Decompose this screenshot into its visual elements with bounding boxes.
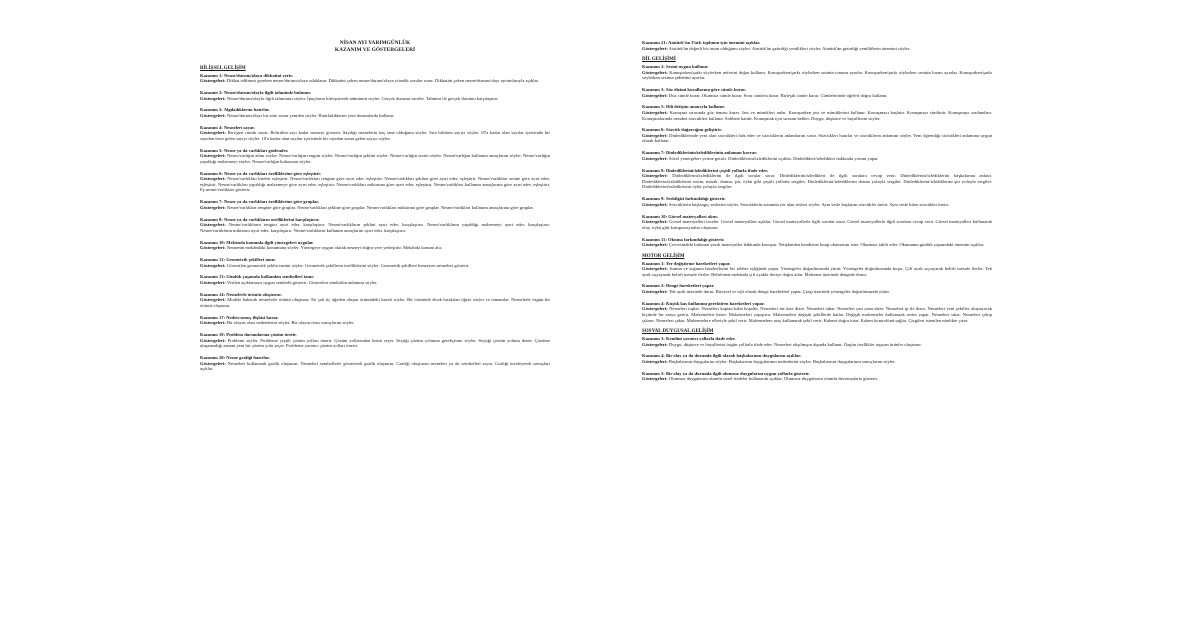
gostergeler-label: Göstergeleri:: [200, 130, 226, 136]
gostergeler-label: Göstergeleri:: [200, 204, 226, 210]
kazanim-indicators: [642, 219, 992, 230]
kazanim-title: Kazanım 17: Neden-sonuç ilişkisi kurar.: [200, 314, 279, 320]
kazanim-indicators: [200, 153, 550, 164]
indicator-text: Tek ayak üzerinde durur. Bireysel ve eşli olarak denge hareketleri yapar. Çizgi üzerinde yönergeler doğrultusunda yürür.: [668, 289, 890, 295]
kazanim-item: [200, 125, 550, 142]
indicator-text: Modele bakarak nesnelerle örüntü oluşturur. En çok üç öğeden oluşan örüntüdeki kuralı söyler. Bir örüntüde eksik bırakılan öğeyi söyler ve tamamlar. Nesnelerle özgün bir örüntü oluşturur.: [200, 297, 550, 308]
gostergeler-label: Göstergeleri:: [200, 320, 226, 326]
kazanim-item: [642, 40, 992, 51]
gostergeler-label: Göstergeleri:: [642, 92, 668, 98]
indicator-text: Dinlediklerinde yeni olan sözcükleri fark eder ve sözcüklerin anlamlarını sorar. Sözcükleri hatırlar ve sözcüklerin anlamını söyler. Yeni öğrendiği sözcükleri anlamına uygun olarak kullanır.: [642, 132, 992, 144]
indicator-text: Görsel materyalleri inceler. Görsel materyalleri açıklar. Görsel materyallerle ilgili sorular sorar. Görsel materyallerle ilgili sorulara cevap verir. Görsel materyalleri kullanarak olay, öykü gibi kompozisyonlar oluşturur.: [642, 219, 992, 230]
kazanim-item: [642, 127, 992, 144]
kazanim-item: [200, 199, 550, 210]
kazanim-item: [200, 292, 550, 309]
kazanim-indicators: [200, 113, 550, 119]
gostergeler-label: Göstergeleri:: [200, 360, 226, 366]
gostergeler-label: Göstergeleri:: [642, 109, 668, 115]
kazanim-item: [642, 353, 992, 364]
indicator-text: Dinlediklerini/izlediklerini ile ilgili sorular sorar. Dinlediklerini/izledikleri ile ilgili sorulara cevap verir. Dinlediklerini/izlediklerini başkalarına anlatır. Dinlediklerini/izlediklerini resim, müzik, drama, şiir, öykü gibi çeşitli yollarla sergiler. Dinlediklerini/izlediklerini drama yoluyla sergiler. Dinlediklerini/izlediklerini şiir yoluyla sergiler. Dinlediklerini/izlediklerini öykü yoluyla sergiler.: [642, 173, 992, 190]
gostergeler-label: Göstergeleri:: [200, 112, 226, 118]
kazanim-item: [642, 64, 992, 81]
kazanim-title: Kazanım 4: Nesneleri sayar.: [200, 124, 255, 130]
kazanim-title: Kazanım 11: Okuma farkındalığı gösterir.: [642, 236, 725, 242]
kazanim-item: [642, 336, 992, 347]
indicator-text: Başkalarının duygularını söyler. Başkalarının duygularının nedenlerini söyler. Başkalarının duygularının sonuçlarını söyler.: [668, 358, 896, 364]
indicator-text: Konuşma sırasında göz teması kurar. Jest ve mimikleri anlar. Konuşurken jest ve mimiklerini kullanır. Konuşmayı başlatır. Konuşmayı sürdürür. Konuşmayı sonlandırır. Konuşmalarında nezaket sözcükleri kullanır. Sohbete katılır. Konuşmak için sırasını bekler. Duygu, düşünce ve hayallerini söyler.: [642, 109, 992, 121]
kazanim-item: [642, 301, 992, 323]
gostergeler-label: Göstergeleri:: [642, 376, 668, 382]
kazanim-indicators: [642, 359, 992, 365]
indicator-text: Düz cümle kurar. Olumsuz cümle kurar. Soru cümlesi kurar. Birleşik cümle kurar. Cümlelerinde öğeleri doğru kullanır.: [668, 92, 888, 98]
kazanim-title: Kazanım 1: Nesne/durum/olaya dikkatini verir.: [200, 72, 293, 78]
kazanim-indicators: [642, 173, 992, 190]
gostergeler-label: Göstergeleri:: [200, 297, 226, 303]
section-heading: SOSYAL DUYGUSAL GELİŞİM: [642, 329, 714, 335]
gostergeler-label: Göstergeleri:: [200, 262, 226, 268]
gostergeler-label: Göstergeleri:: [642, 45, 668, 51]
title-line-2: KAZANIM VE GÖSTERGELERİ: [334, 47, 416, 53]
kazanim-title: Kazanım 6: Nesne ya da varlıkları özelliklerine göre eşleştirir.: [200, 170, 322, 176]
indicator-text: Isınma ve soğuma hareketlerini bir rehber eşliğinde yapar. Yönergeler doğrultusunda yürür. Yönergeler doğrultusunda koşar. Çift ayak sıçrayarak belirli mesafe ilerler. Tek ayak sıçrayarak belirli mesafe ilerler. Belirlenen mekânda çift ayakla ileriye doğru atlar. Malzeme üzerinde dengede durur.: [642, 266, 992, 277]
kazanim-item: [200, 315, 550, 326]
kazanim-title: Kazanım 8: Dinlediklerini/izlediklerini çeşitli yollarla ifade eder.: [642, 167, 769, 173]
title-line-1: NİSAN AYI YARIMGÜNLÜK: [339, 40, 411, 46]
gostergeler-label: Göstergeleri:: [642, 219, 668, 225]
kazanim-title: Kazanım 9: Sesbilgisi farkındalığı gösterir.: [642, 196, 726, 202]
indicator-text: Olumsuz duygularını olumlu sözel ifadeler kullanarak açıklar. Olumsuz duygularını olumlu davranışlarla gösterir.: [668, 376, 879, 382]
kazanim-item: [642, 104, 992, 121]
indicator-text: Nesneleri toplar. Nesneleri kaptan kaba boşaltır. Nesneleri üst üste dizer. Nesneleri takar. Nesneleri yan yana dizer. Nesneleri ip ile dizer. Nesneleri yeni şekiller oluşturacak biçimde bir araya getirir. Malzemeleri keser. Malzemeleri yapıştırır. Malzemeleri değişik şekillerde katlar. Değişik malzemeler kullanarak resim yapar. Nesneleri sıkar. Nesneleri çekip çıkarır. Nesneleri çakar. Malzemelere elleriyle şekil verir. Malzemelere araç kullanarak şekil verir. Kalemi doğru tutar. Kalem kontrolünü sağlar. Çizgileri istenilen nitelikte çizer.: [642, 306, 992, 323]
kazanim-indicators: [642, 46, 992, 52]
gostergeler-label: Göstergeleri:: [200, 78, 226, 84]
kazanim-item: [642, 283, 992, 294]
kazanim-title: Kazanım 5: Dili iletişim amacıyla kullanır.: [642, 104, 726, 110]
kazanim-indicators: [642, 266, 992, 277]
kazanim-title: Kazanım 13: Günlük yaşamda kullanılan sembolleri tanır.: [200, 274, 315, 280]
gostergeler-label: Göstergeleri:: [200, 279, 226, 285]
kazanim-indicators: [200, 245, 550, 251]
indicator-text: Sözcüklerin başlangıç seslerini söyler. Sözcüklerin sonunda yer alan sesleri söyler. Aynı sesle başlayan sözcükler üretir. Aynı sesle biten sözcükler üretir.: [668, 201, 950, 207]
kazanim-item: [200, 274, 550, 285]
kazanim-item: [642, 261, 992, 278]
indicator-text: Dikkat edilmesi gereken nesne/durum/olaya odaklanır. Dikkatini çeken nesne/durum/olaya yönelik sorular sorar. Dikkatini çeken nesne/durum/olayı ayrıntılarıyla açıklar.: [226, 78, 539, 84]
indicator-text: Nesne/durum/olayla ilgili tahminini söyler. İpuçlarını birleştirerek tahminini söyler. Gerçek durumu inceler. Tahmini ile gerçek durumu karşılaştırır.: [226, 95, 499, 101]
kazanim-title: Kazanım 2: Sesini uygun kullanır.: [642, 63, 709, 69]
kazanim-item: [200, 240, 550, 251]
left-column: [200, 40, 550, 378]
kazanim-item: [642, 168, 992, 190]
kazanim-title: Kazanım 3: Söz dizimi kurallarına göre cümle kurar.: [642, 86, 746, 92]
kazanim-title: Kazanım 7: Nesne ya da varlıkları özelliklerine göre gruplar.: [200, 199, 320, 205]
indicator-text: Nesne/varlıkları birebir eşleştirir. Nesne/varlıkları rengine göre ayırt eder, eşleştirir. Nesne/varlıkları şekline göre ayırt eder, eşleştirir. Nesne/varlıkları sesine göre ayırt eder, eşleştirir. Nesne/varlıkları yapıldığı malzemeye göre ayırt eder, eşleştirir. Nesne/varlıkları miktarına göre ayırt eder, eşleştirir. Nesne/varlıkları kullanım amaçlarına göre ayırt eder, eşleştirir. Eş nesne/varlıkları gösterir.: [200, 176, 551, 193]
indicator-text: Nesne/varlığın adını söyler. Nesne/varlığın rengini söyler. Nesne/varlığın şeklini söyler. Nesne/varlığın sesini söyler. Nesne/varlığın kullanım amaçlarını söyler. Nesne/varlığın yapıldığı malzemeyi söyler. Nesne/varlığın kokusunu söyler.: [200, 153, 551, 164]
section-heading: BİLİŞSEL GELİŞİM: [200, 66, 246, 71]
kazanim-indicators: [642, 306, 992, 323]
kazanim-title: Kazanım 5: Bir olay ya da durumla ilgili olumsuz duygularını uygun yollarla gösterir.: [642, 370, 810, 376]
kazanim-title: Kazanım 7: Dinlediklerinin/izlediklerinin anlamını kavrar.: [642, 150, 758, 156]
kazanim-item: [642, 371, 992, 382]
kazanim-indicators: [642, 202, 992, 208]
kazanim-indicators: [200, 130, 550, 141]
kazanim-indicators: [642, 289, 992, 295]
kazanim-indicators: [200, 205, 550, 211]
indicator-text: Konuşurken/şarkı söylerken nefesini doğru kullanır. Konuşurken/şarkı söylerken sesinin tonunu ayarlar. Konuşurken/şarkı söylerken sesinin hızını ayarlar. Konuşurken/şarkı söylerken sesinin şiddetini ayarlar.: [642, 69, 993, 81]
kazanim-item: [642, 87, 992, 98]
gostergeler-label: Göstergeleri:: [642, 173, 668, 179]
gostergeler-label: Göstergeleri:: [200, 245, 226, 251]
kazanim-indicators: [200, 320, 550, 326]
indicator-text: Nesne/durum/olayı bir süre sonra yeniden söyler. Hatırladıklarını yeni durumlarda kullanır.: [226, 112, 395, 118]
gostergeler-label: Göstergeleri:: [642, 358, 668, 364]
gostergeler-label: Göstergeleri:: [642, 289, 668, 295]
kazanim-indicators: [200, 263, 550, 269]
kazanim-item: [200, 171, 550, 193]
indicator-text: Nesnenin mekândaki konumunu söyler. Yönergeye uygun olarak nesneyi doğru yere yerleştirir. Mekânda konum alır.: [226, 245, 443, 251]
gostergeler-label: Göstergeleri:: [642, 341, 668, 347]
kazanim-item: [200, 73, 550, 84]
kazanim-item: [642, 237, 992, 248]
gostergeler-label: Göstergeleri:: [642, 69, 668, 75]
gostergeler-label: Göstergeleri:: [642, 155, 668, 161]
right-column: [642, 40, 992, 388]
kazanim-indicators: [200, 176, 550, 193]
indicator-text: Bir olayın olası nedenlerini söyler. Bir olayın olası sonuçlarını söyler.: [226, 320, 355, 326]
kazanim-item: [200, 148, 550, 165]
kazanim-indicators: [200, 222, 550, 233]
kazanim-indicators: [642, 133, 992, 144]
kazanim-indicators: [642, 156, 992, 162]
indicator-text: Atatürk'ün değerli bir insan olduğunu söyler. Atatürk'ün getirdiği yenilikleri söyler. Atatürk'ün getirdiği yeniliklerin önemini söyler.: [668, 45, 911, 51]
indicator-text: Sözel yönergeleri yerine getirir. Dinlediklerini/izlediklerini açıklar. Dinledikleri/izledikleri hakkında yorum yapar.: [668, 155, 879, 161]
kazanim-title: Kazanım 19: Problem durumlarına çözüm üretir.: [200, 332, 297, 338]
kazanim-indicators: [642, 242, 992, 248]
kazanim-indicators: [200, 361, 550, 372]
gostergeler-label: Göstergeleri:: [200, 176, 226, 182]
gostergeler-label: Göstergeleri:: [642, 266, 668, 272]
kazanim-item: [200, 107, 550, 118]
kazanim-item: [642, 214, 992, 231]
gostergeler-label: Göstergeleri:: [200, 153, 226, 159]
kazanim-title: Kazanım 12: Geometrik şekilleri tanır.: [200, 256, 276, 262]
gostergeler-label: Göstergeleri:: [200, 337, 226, 343]
kazanim-indicators: [642, 376, 992, 382]
kazanim-item: [200, 257, 550, 268]
document-title: [200, 40, 550, 54]
gostergeler-label: Göstergeleri:: [200, 222, 226, 228]
kazanim-item: [200, 355, 550, 372]
indicator-text: Nesne/varlıkların rengini ayırt eder, karşılaştırır. Nesne/varlıkların şeklini ayırt eder, karşılaştırır. Nesne/varlıkların yapıldığı malzemeyi ayırt eder, karşılaştırır. Nesne/varlıkların miktarını ayırt eder, karşılaştırır. Nesne/varlıkların kullanım amaçlarını ayırt eder, karşılaştırır.: [200, 222, 550, 233]
kazanim-indicators: [200, 78, 550, 84]
kazanim-item: [642, 196, 992, 207]
indicator-text: Duygu, düşünce ve hayallerini özgün yollarla ifade eder. Nesneleri alışılmışın dışında kullanır. Özgün özellikler taşıyan ürünler oluşturur.: [668, 341, 922, 347]
kazanim-title: Kazanım 10: Görsel materyalleri okur.: [642, 213, 718, 219]
kazanim-indicators: [642, 342, 992, 348]
kazanim-title: Kazanım 5: Nesne ya da varlıkları gözlemler.: [200, 147, 289, 153]
kazanim-title: Kazanım 10: Mekânda konumla ilgili yönergeleri uygular.: [200, 239, 314, 245]
section-heading: MOTOR GELİŞİM: [642, 253, 685, 259]
kazanim-item: [200, 332, 550, 349]
indicator-text: Çevresindeki bulunan yazılı materyaller hakkında konuşur. Yetişkinden kendisine kitap okumasını ister. Okumayı taklit eder. Okumanın günlük yaşamdaki önemini açıklar.: [668, 242, 985, 248]
kazanim-title: Kazanım 4: Bir olay ya da durumla ilgili olarak başkalarının duygularını açıklar.: [642, 353, 802, 359]
indicator-text: Verilen açıklamaya uygun sembolü gösterir. Gösterilen sembolün anlamını söyler.: [226, 279, 378, 285]
kazanim-title: Kazanım 20: Nesne grafiği hazırlar.: [200, 355, 270, 360]
kazanim-indicators: [200, 96, 550, 102]
gostergeler-label: Göstergeleri:: [642, 306, 668, 312]
indicator-text: Nesne/varlıkları rengine göre gruplar. Nesne/varlıkları şekline göre gruplar. Nesne/varlıkları miktarına göre gruplar. Nesne/varlıkları kullanım amaçlarına göre gruplar.: [226, 204, 534, 210]
indicator-text: Problemi söyler. Probleme çeşitli çözüm yolları önerir. Çözüm yollarından birini seçer. Seçtiği çözüm yolunun gerekçesini söyler. Seçtiği çözüm yolunu dener. Çözüme ulaşamadığı zaman yeni bir çözüm yolu seçer. Probleme yaratıcı çözüm yolları önerir.: [200, 337, 550, 349]
kazanim-indicators: [642, 93, 992, 99]
gostergeler-label: Göstergeleri:: [200, 95, 226, 101]
gostergeler-label: Göstergeleri:: [642, 201, 668, 207]
kazanim-title: Kazanım 4: Küçük kas kullanımı gerektiren hareketleri yapar.: [642, 300, 765, 306]
kazanim-indicators: [200, 338, 550, 349]
kazanim-item: [200, 90, 550, 101]
kazanim-title: Kazanım 3: Kendini yaratıcı yollarla ifade eder.: [642, 336, 736, 341]
kazanim-indicators: [642, 110, 992, 121]
indicator-text: Gösterilen geometrik şeklin ismini söyler. Geometrik şekillerin özelliklerini söyler. Geometrik şekillere benzeyen nesneleri gösterir.: [226, 262, 470, 268]
kazanim-title: Kazanım 8: Nesne ya da varlıkların özelliklerini karşılaştırır.: [200, 216, 320, 222]
gostergeler-label: Göstergeleri:: [642, 242, 668, 248]
gostergeler-label: Göstergeleri:: [642, 132, 668, 138]
indicator-text: İleri/geri ritmik sayar. Belirtilen sayı kadar nesneyi gösterir. Saydığı nesnelerin kaç tane olduğunu söyler. Sıra bildiren sayıyı söyler. 10'a kadar olan sayılar içerisinde bir sayıdan önce gelen sayıyı söyler. 10'a kadar olan sayılar içerisinde bir sayıdan sonra gelen sayıyı söyler.: [200, 130, 550, 141]
kazanim-indicators: [200, 280, 550, 286]
kazanim-title: Kazanım 1: Yer değiştirme hareketleri yapar.: [642, 260, 731, 266]
kazanim-title: Kazanım 2: Denge hareketleri yapar.: [642, 283, 715, 289]
indicator-text: Nesneleri kullanarak grafik oluşturur. Nesneleri sembollerle göstererek grafik oluşturur. Grafiği oluşturan nesneleri ya da sembolleri sayar. Grafiği inceleyerek sonuçları açıklar.: [200, 360, 550, 372]
kazanim-item: [642, 150, 992, 161]
section-heading: DİL GELİŞİMİ: [642, 57, 676, 63]
kazanim-title: Kazanım 21: Atatürk'ün Türk toplumu için önemini açıklar.: [642, 40, 761, 45]
kazanim-title: Kazanım 6: Sözcük dağarcığını geliştirir.: [642, 127, 723, 133]
kazanim-item: [200, 217, 550, 234]
kazanim-title: Kazanım 3: Algıladıklarını hatırlar.: [200, 107, 270, 113]
kazanim-indicators: [200, 297, 550, 308]
kazanim-title: Kazanım 14: Nesnelerle örüntü oluşturur.: [200, 291, 282, 297]
kazanim-indicators: [642, 70, 992, 81]
kazanim-title: Kazanım 2: Nesne/durum/olayla ilgili tahminde bulunur.: [200, 89, 312, 95]
